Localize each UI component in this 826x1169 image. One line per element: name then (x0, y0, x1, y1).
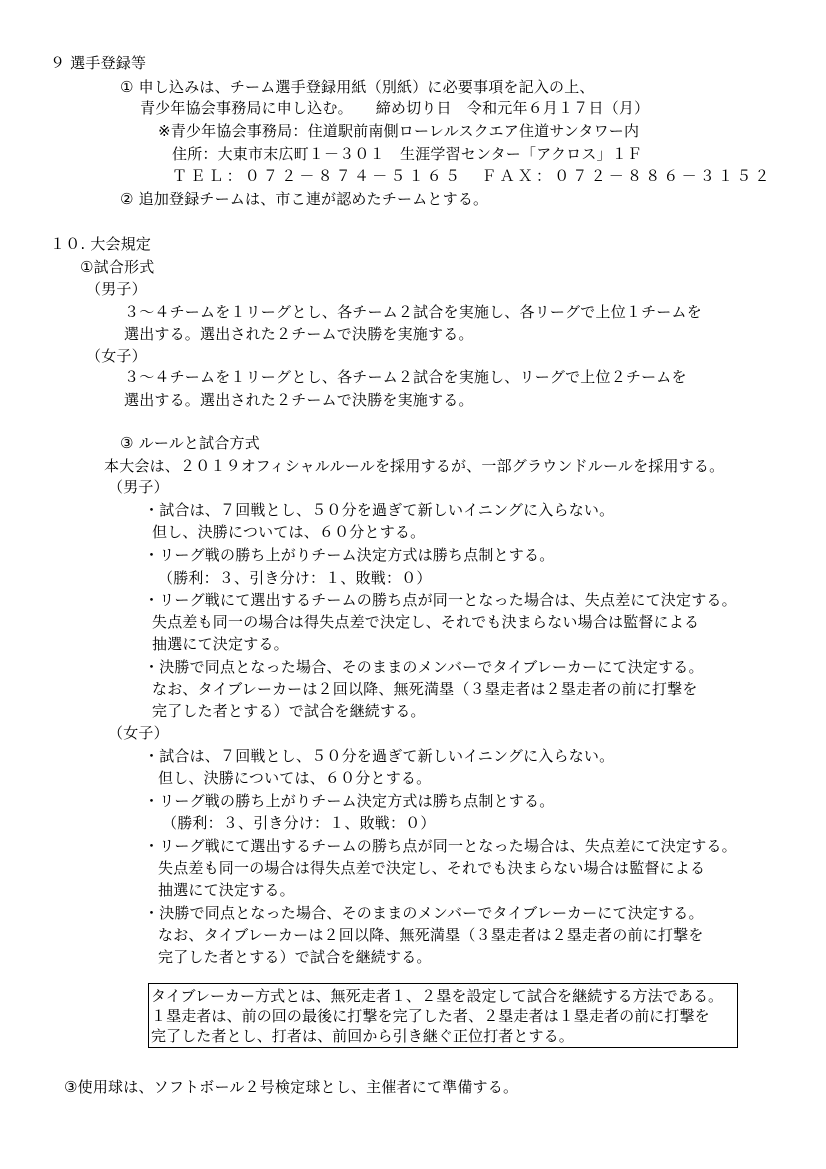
registration-item-1-line-2: 青少年協会事務局に申し込む。 締め切り日 令和元年６月１７日（月） (140, 99, 650, 117)
girls-rule-line: なお、タイブレーカーは２回以降、無死満塁（３塁走者は２塁走者の前に打撃を (158, 926, 704, 944)
rules-heading: ③ ルールと試合方式 (120, 434, 260, 452)
girls-format-label: （女子） (86, 347, 147, 365)
girls-rule-line: 但し、決勝については、６０分とする。 (158, 769, 432, 787)
tiebreaker-note-line: １塁走者は、前の回の最後に打撃を完了した者、２塁走者は１塁走者の前に打撃を (151, 1007, 710, 1025)
boys-rule-line: ・試合は、７回戦とし、５０分を過ぎて新しいイニングに入らない。 (144, 501, 615, 519)
girls-rule-line: ・リーグ戦にて選出するチームの勝ち点が同一となった場合は、失点差にて決定する。 (144, 837, 737, 855)
section-9-heading: ９ 選手登録等 (50, 54, 147, 72)
boys-rule-line: 完了した者とする）で試合を継続する。 (152, 702, 426, 720)
tiebreaker-note-box (148, 983, 738, 1048)
boys-rule-line: ・リーグ戦にて選出するチームの勝ち点が同一となった場合は、失点差にて決定する。 (144, 591, 737, 609)
office-location: ※青少年協会事務局：住道駅前南側ローレルスクエア住道サンタワー内 (158, 122, 640, 140)
boys-rules-label: （男子） (108, 478, 169, 496)
rules-intro: 本大会は、２０１９オフィシャルルールを採用するが、一部グラウンドルールを採用する。 (104, 457, 725, 475)
ball-rule: ③使用球は、ソフトボール２号検定球とし、主催者にて準備する。 (64, 1078, 519, 1096)
boys-format-line-2: 選出する。選出された２チームで決勝を実施する。 (124, 325, 474, 343)
registration-item-1-line-1: ① 申し込みは、チーム選手登録用紙（別紙）に必要事項を記入の上、 (120, 78, 595, 96)
girls-rule-line: ・決勝で同点となった場合、そのままのメンバーでタイブレーカーにて決定する。 (144, 904, 704, 922)
boys-format-label: （男子） (86, 280, 147, 298)
girls-rule-line: 失点差も同一の場合は得失点差で決定し、それでも決まらない場合は監督による (158, 859, 706, 877)
tiebreaker-note-line: タイブレーカー方式とは、無死走者１、２塁を設定して試合を継続する方法である。 (151, 987, 724, 1005)
tiebreaker-note-line: 完了した者とし、打者は、前回から引き継ぐ正位打者とする。 (151, 1027, 574, 1045)
office-address: 住所：大東市末広町１－３０１ 生涯学習センター「アクロス」１Ｆ (172, 145, 643, 163)
boys-rule-line: 抽選にて決定する。 (152, 635, 289, 653)
boys-rule-line: ・決勝で同点となった場合、そのままのメンバーでタイブレーカーにて決定する。 (144, 658, 704, 676)
registration-item-2: ② 追加登録チームは、市こ連が認めたチームとする。 (120, 190, 489, 208)
boys-rule-line: なお、タイブレーカーは２回以降、無死満塁（３塁走者は２塁走者の前に打撃を (152, 680, 698, 698)
match-format-heading: ①試合形式 (80, 258, 155, 276)
office-tel-fax: ＴＥＬ：０７２－８７４－５１６５ ＦＡＸ：０７２－８８６－３１５２ (172, 167, 773, 185)
girls-rule-line: （勝利：３、引き分け：１、敗戦：０） (162, 814, 436, 832)
section-10-heading: １０. 大会規定 (50, 235, 152, 253)
girls-rule-line: ・試合は、７回戦とし、５０分を過ぎて新しいイニングに入らない。 (144, 747, 615, 765)
boys-rule-line: （勝利：３、引き分け：１、敗戦：０） (158, 569, 432, 587)
girls-rules-label: （女子） (108, 724, 169, 742)
girls-rule-line: 完了した者とする）で試合を継続する。 (158, 948, 432, 966)
boys-rule-line: ・リーグ戦の勝ち上がりチーム決定方式は勝ち点制とする。 (144, 546, 555, 564)
boys-rule-line: 失点差も同一の場合は得失点差で決定し、それでも決まらない場合は監督による (152, 613, 700, 631)
boys-format-line-1: ３～４チームを１リーグとし、各チーム２試合を実施し、各リーグで上位１チームを (124, 303, 702, 321)
girls-format-line-2: 選出する。選出された２チームで決勝を実施する。 (124, 391, 474, 409)
girls-rule-line: ・リーグ戦の勝ち上がりチーム決定方式は勝ち点制とする。 (144, 792, 555, 810)
girls-format-line-1: ３～４チームを１リーグとし、各チーム２試合を実施し、リーグで上位２チームを (124, 368, 687, 386)
girls-rule-line: 抽選にて決定する。 (158, 881, 295, 899)
boys-rule-line: 但し、決勝については、６０分とする。 (152, 523, 426, 541)
